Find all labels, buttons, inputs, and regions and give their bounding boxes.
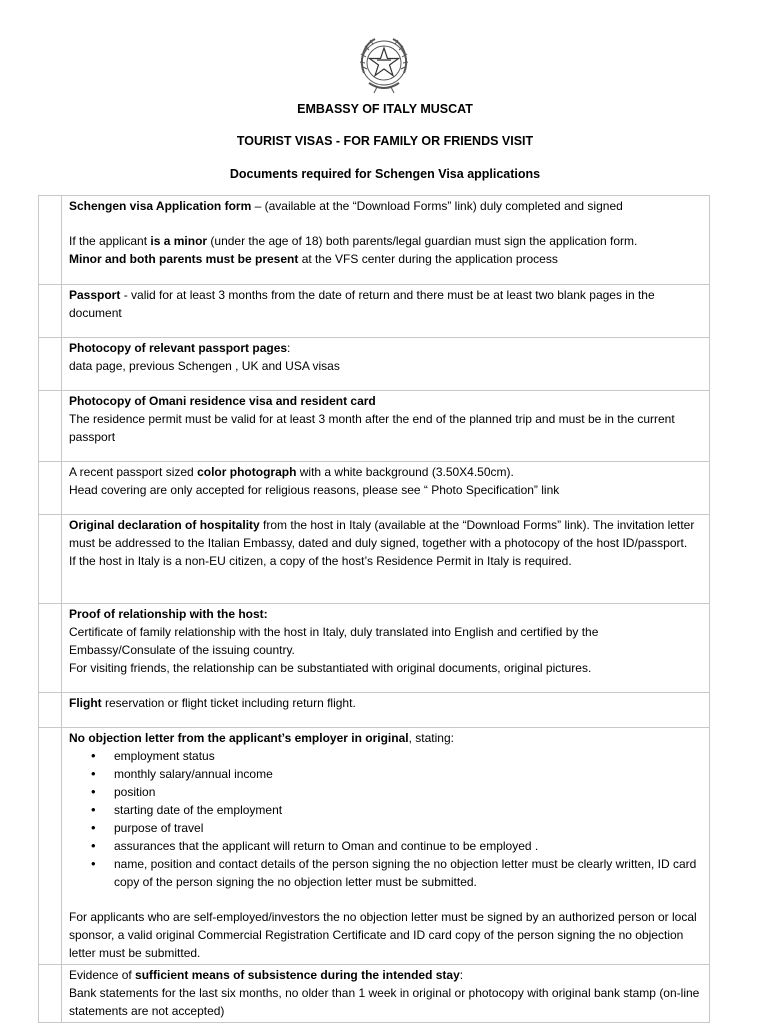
requirement-hospitality: Original declaration of hospitality from the host in Italy (available at the “Download Forms” link). The invitation letter must be addressed to the Italian Embassy, dated and duly signed, together with a photocopy of the host ID/passport. If the host in Italy is a non-EU citizen, a copy of the host’s Residence Permit in Italy is required.	[62, 515, 710, 604]
list-item: • monthly salary/annual income	[114, 765, 701, 783]
embassy-title: EMBASSY OF ITALY MUSCAT	[297, 102, 473, 116]
requirement-relationship: Proof of relationship with the host: Certificate of family relationship with the host in Italy, duly translated into English and certified by the Embassy/Consulate of the issuing country. For visiting friends, the relationship can be substantiated with original documents, original pictures.	[62, 604, 710, 693]
requirement-no-objection-letter: No objection letter from the applicant’s employer in original, stating: • employment status • monthly salary/annual income • position • starting date of the employment • purpose of travel • assurances that the applicant will return to Oman and continue to be employed . • name, position and contact details of the person signing the no objection letter must be clearly written, ID card copy of the person signing the no objection letter must be submitted. For applicants who are self-employed/investors the no objection letter must be signed by an authorized person or local sponsor, a valid original Commercial Registration Certificate and ID card copy of the person signing the no objection letter must be submitted.	[62, 728, 710, 965]
table-row	[39, 728, 710, 965]
list-item: • assurances that the applicant will return to Oman and continue to be employed .	[114, 837, 701, 855]
requirements-table	[38, 195, 710, 1023]
requirement-photograph: A recent passport sized color photograph with a white background (3.50X4.50cm). Head covering are only accepted for religious reasons, please see “ Photo Specification” link	[62, 462, 710, 515]
requirement-residence-visa: Photocopy of Omani residence visa and resident card The residence permit must be valid for at least 3 month after the end of the planned trip and must be in the current passport	[62, 391, 710, 462]
table-row	[39, 196, 710, 285]
table-row	[39, 285, 710, 338]
table-row	[39, 693, 710, 728]
requirement-passport-pages: Photocopy of relevant passport pages: data page, previous Schengen , UK and USA visas	[62, 338, 710, 391]
list-item: • purpose of travel	[114, 819, 701, 837]
table-row	[39, 965, 710, 1023]
requirement-application-form: Schengen visa Application form – (available at the “Download Forms” link) duly completed and signed If the applicant is a minor (under the age of 18) both parents/legal guardian must sign the application form. Minor and both parents must be present at the VFS center during the application process	[62, 196, 710, 285]
list-item: • starting date of the employment	[114, 801, 701, 819]
no-objection-bullet-list	[69, 747, 701, 891]
table-row	[39, 515, 710, 604]
table-row	[39, 462, 710, 515]
table-row	[39, 391, 710, 462]
table-row	[39, 338, 710, 391]
italian-republic-emblem-icon	[355, 33, 413, 97]
list-item: • employment status	[114, 747, 701, 765]
list-item: • name, position and contact details of the person signing the no objection letter must be clearly written, ID card copy of the person signing the no objection letter must be submitted.	[114, 855, 701, 891]
table-row	[39, 604, 710, 693]
list-item: • position	[114, 783, 701, 801]
requirement-subsistence: Evidence of sufficient means of subsistence during the intended stay: Bank statements for the last six months, no older than 1 week in original or photocopy with original bank stamp (on-line statements are not accepted)	[62, 965, 710, 1023]
documents-heading: Documents required for Schengen Visa applications	[229, 167, 541, 181]
requirement-flight: Flight reservation or flight ticket including return flight.	[62, 693, 710, 728]
visa-type-subtitle: TOURIST VISAS - FOR FAMILY OR FRIENDS VISIT	[236, 134, 534, 148]
requirement-passport: Passport - valid for at least 3 months from the date of return and there must be at least two blank pages in the document	[62, 285, 710, 338]
